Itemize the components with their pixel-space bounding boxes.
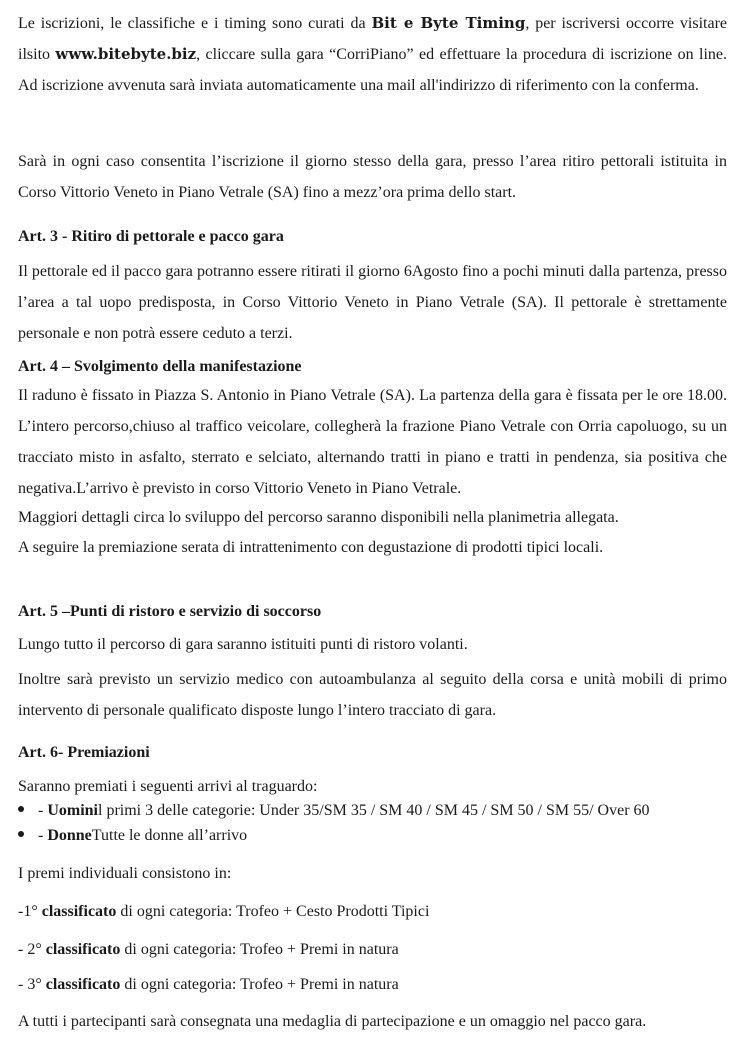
prize-bold: classificato: [41, 903, 117, 920]
registration-text-a: Le iscrizioni, le classifiche e i timing sono curati da: [18, 15, 372, 32]
bullet-icon: [18, 831, 24, 837]
prizes-intro: I premi individuali consistono in:: [18, 865, 232, 882]
bullet-prefix: -: [38, 827, 48, 844]
art4-body: Il raduno è fissato in Piazza S. Antonio in Piano Vetrale (SA). La partenza della gara è fissata per le ore 18.00. L’intero percorso,chiuso al traffico veicolare, collegherà la frazione Piano Vetrale con Orria capoluogo, su un tracciato misto in asfalto, sterrato e selciato, alternando tratti in piano e tratti in pendenza, sia positiva che negativa.L’arrivo è previsto in corso Vittorio Veneto in Piano Vetrale.: [18, 387, 727, 497]
prize-bold: classificato: [45, 976, 121, 993]
bullet-bold: Uomini: [47, 802, 98, 819]
list-item: [18, 941, 727, 959]
art5-heading: Art. 5 –Punti di ristoro e servizio di soccorso: [18, 603, 322, 620]
art6-heading: Art. 6- Premiazioni: [18, 744, 150, 761]
bullet-prefix: -: [38, 802, 48, 819]
list-item: [18, 903, 727, 921]
closing-line: A tutti i partecipanti sarà consegnata una medaglia di partecipazione e un omaggio nel pacco gara.: [18, 1013, 647, 1030]
list-item: [18, 802, 727, 820]
prize-prefix: - 2°: [18, 941, 46, 958]
prize-text: di ogni categoria: Trofeo + Premi in natura: [120, 941, 399, 958]
registration-text-c: , per iscriversi occorre visitare ilsito: [18, 15, 727, 63]
bullet-text: l primi 3 delle categorie: Under 35/SM 35 / SM 40 / SM 45 / SM 50 / SM 55/ Over 60: [98, 802, 650, 819]
art5-refreshment-line: Lungo tutto il percorso di gara saranno istituiti punti di ristoro volanti.: [18, 636, 468, 653]
prize-bold: classificato: [45, 941, 121, 958]
prize-prefix: -1°: [18, 903, 42, 920]
art6-intro: Saranno premiati i seguenti arrivi al traguardo:: [18, 778, 318, 795]
registration-text-e: , cliccare sulla gara “CorriPiano” ed effettuare la procedura di iscrizione on line. Ad iscrizione avvenuta sarà inviata automaticamente una mail all'indirizzo di riferimento con la conferma.: [18, 46, 727, 94]
art5-body: Inoltre sarà previsto un servizio medico con autoambulanza al seguito della corsa e unità mobili di primo intervento di personale qualificato disposte lungo l’intero tracciato di gara.: [18, 671, 727, 719]
art4-route-details: Maggiori dettagli circa lo sviluppo del percorso saranno disponibili nella planimetria allegata.: [18, 509, 619, 526]
prize-text: di ogni categoria: Trofeo + Cesto Prodotti Tipici: [116, 903, 430, 920]
prize-text: di ogni categoria: Trofeo + Premi in natura: [120, 976, 399, 993]
art4-awards-evening: A seguire la premiazione serata di intrattenimento con degustazione di prodotti tipici locali.: [18, 539, 604, 556]
bullet-text: Tutte le donne all’arrivo: [91, 827, 248, 844]
art3-body: Il pettorale ed il pacco gara potranno essere ritirati il giorno 6Agosto fino a pochi minuti dalla partenza, presso l’area a tal uopo predisposta, in Corso Vittorio Veneto in Piano Vetrale (SA). Il pettorale è strettamente personale e non potrà essere ceduto a terzi.: [18, 263, 727, 342]
art3-heading: Art. 3 - Ritiro di pettorale e pacco gara: [18, 228, 284, 245]
bullet-bold: Donne: [47, 827, 92, 844]
list-item: [18, 976, 727, 994]
timing-company-name: Bit e Byte Timing: [371, 14, 526, 32]
website-link[interactable]: www.bitebyte.biz: [55, 45, 197, 63]
registration-paragraph: [18, 8, 727, 101]
prize-prefix: - 3°: [18, 976, 46, 993]
art4-heading: Art. 4 – Svolgimento della manifestazione: [18, 358, 302, 375]
list-item: [18, 827, 727, 845]
bullet-icon: [18, 806, 24, 812]
same-day-registration-paragraph: Sarà in ogni caso consentita l’iscrizione il giorno stesso della gara, presso l’area ritiro pettorali istituita in Corso Vittorio Veneto in Piano Vetrale (SA) fino a mezz’ora prima dello start.: [18, 153, 727, 201]
